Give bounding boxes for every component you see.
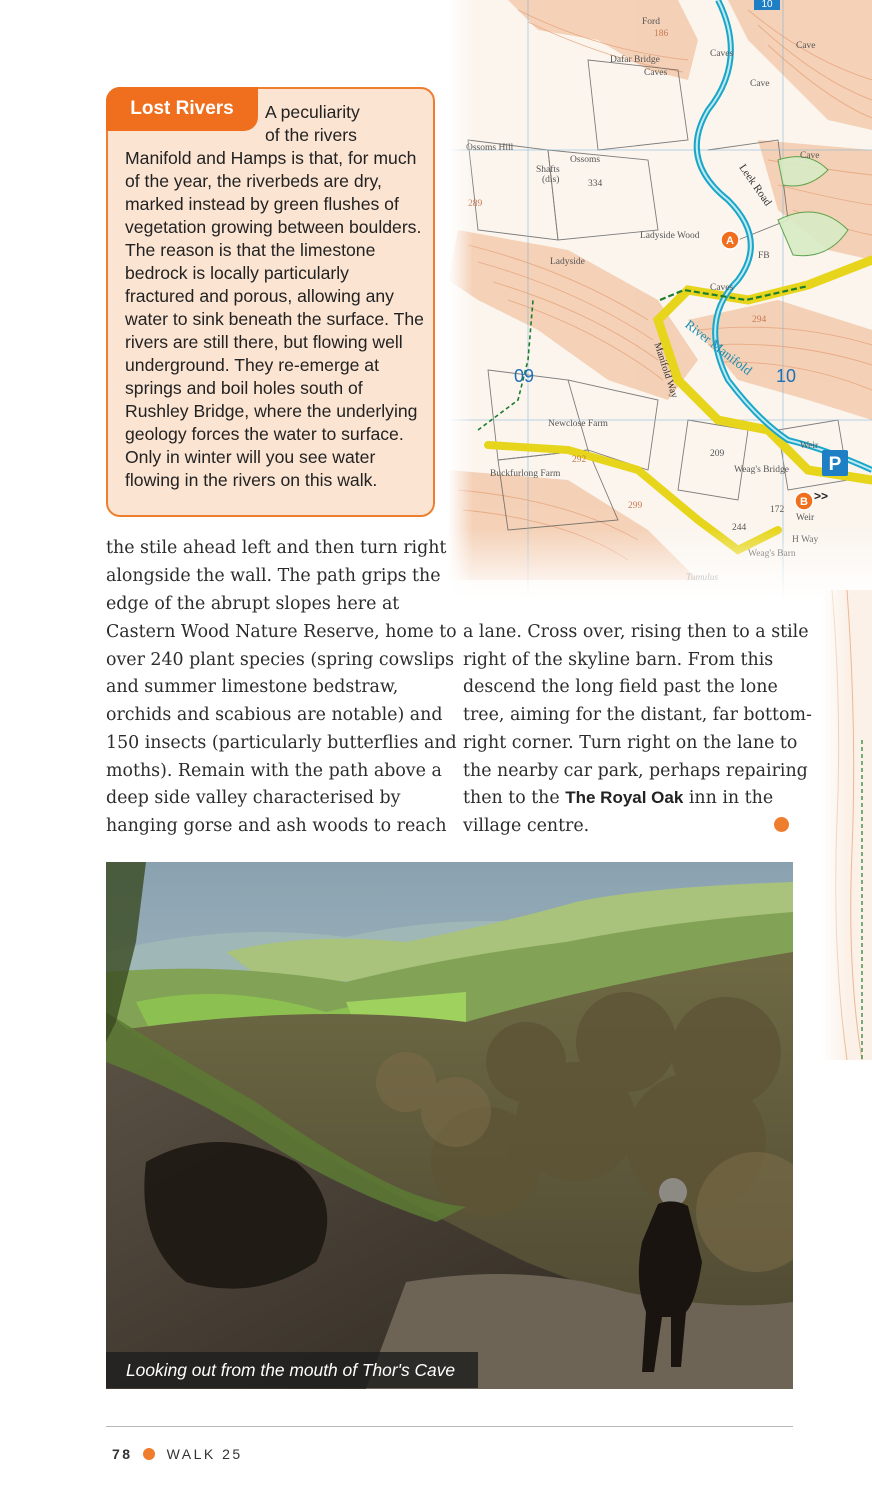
body-line: tree, aiming for the distant, far bottom- [463,705,812,725]
sidebar-line: fractured and porous, allowing any [125,286,394,306]
body-line: the stile ahead left and then turn right [106,538,447,558]
sidebar-text [108,89,433,515]
pub-name: The Royal Oak [565,788,684,807]
sidebar-line: geology forces the water to surface. [125,424,404,444]
sidebar-line: water to sink beneath the surface. The [125,309,424,329]
body-line: descend the long field past the lone [463,677,778,697]
body-line: alongside the wall. The path grips the [106,566,441,586]
body-line: moths). Remain with the path above a [106,761,442,781]
body-line: over 240 plant species (spring cowslips [106,650,455,670]
body-line: village centre. [463,816,590,836]
body-line: edge of the abrupt slopes here at [106,594,400,614]
sidebar-line: flowing in the rivers on this walk. [125,470,378,490]
sidebar-title: Lost Rivers [106,87,258,131]
body-line: right of the skyline barn. From this [463,650,774,670]
sidebar-line: bedrock is locally particularly [125,263,349,283]
map [448,0,872,600]
sidebar-line: of the year, the riverbeds are dry, [125,171,382,191]
body-text: then to the [463,788,566,808]
body-line: deep side valley characterised by [106,788,401,808]
footer-rule [106,1426,793,1427]
body-line [463,787,773,809]
sidebar-line: springs and boil holes south of [125,378,363,398]
sidebar-line: Only in winter will you see water [125,447,376,467]
page-number: 78 [112,1446,133,1462]
sidebar-line: marked instead by green flushes of [125,194,399,214]
body-text: inn in the [683,788,774,808]
end-marker-dot [774,817,789,832]
body-line: 150 insects (particularly butterflies and [106,733,457,753]
sidebar-line: A peculiarity [265,102,360,122]
sidebar-line: Rushley Bridge, where the underlying [125,401,418,421]
sidebar-line: of the rivers [265,125,357,145]
sidebar-line: The reason is that the limestone [125,240,376,260]
sidebar-line: vegetation growing between boulders. [125,217,422,237]
walk-label: WALK 25 [166,1446,243,1462]
body-line: orchids and scabious are notable) and [106,705,443,725]
thors-cave-photo [106,862,793,1389]
photo-caption: Looking out from the mouth of Thor's Cave [106,1352,478,1388]
body-line: Castern Wood Nature Reserve, home to [106,622,457,642]
sidebar-line: rivers are still there, but flowing well [125,332,403,352]
body-line: and summer limestone bedstraw, [106,677,399,697]
body-line: hanging gorse and ash woods to reach [106,816,447,836]
page-footer [112,1446,243,1462]
body-line: right corner. Turn right on the lane to [463,733,798,753]
footer-dot [143,1448,155,1460]
sidebar-line: underground. They re-emerge at [125,355,379,375]
lost-rivers-sidebar [106,87,435,517]
body-line: the nearby car park, perhaps repairing [463,761,808,781]
map-edge-strip [822,590,872,1060]
body-line: a lane. Cross over, rising then to a stile [463,622,809,642]
sidebar-line: Manifold and Hamps is that, for much [125,148,417,168]
